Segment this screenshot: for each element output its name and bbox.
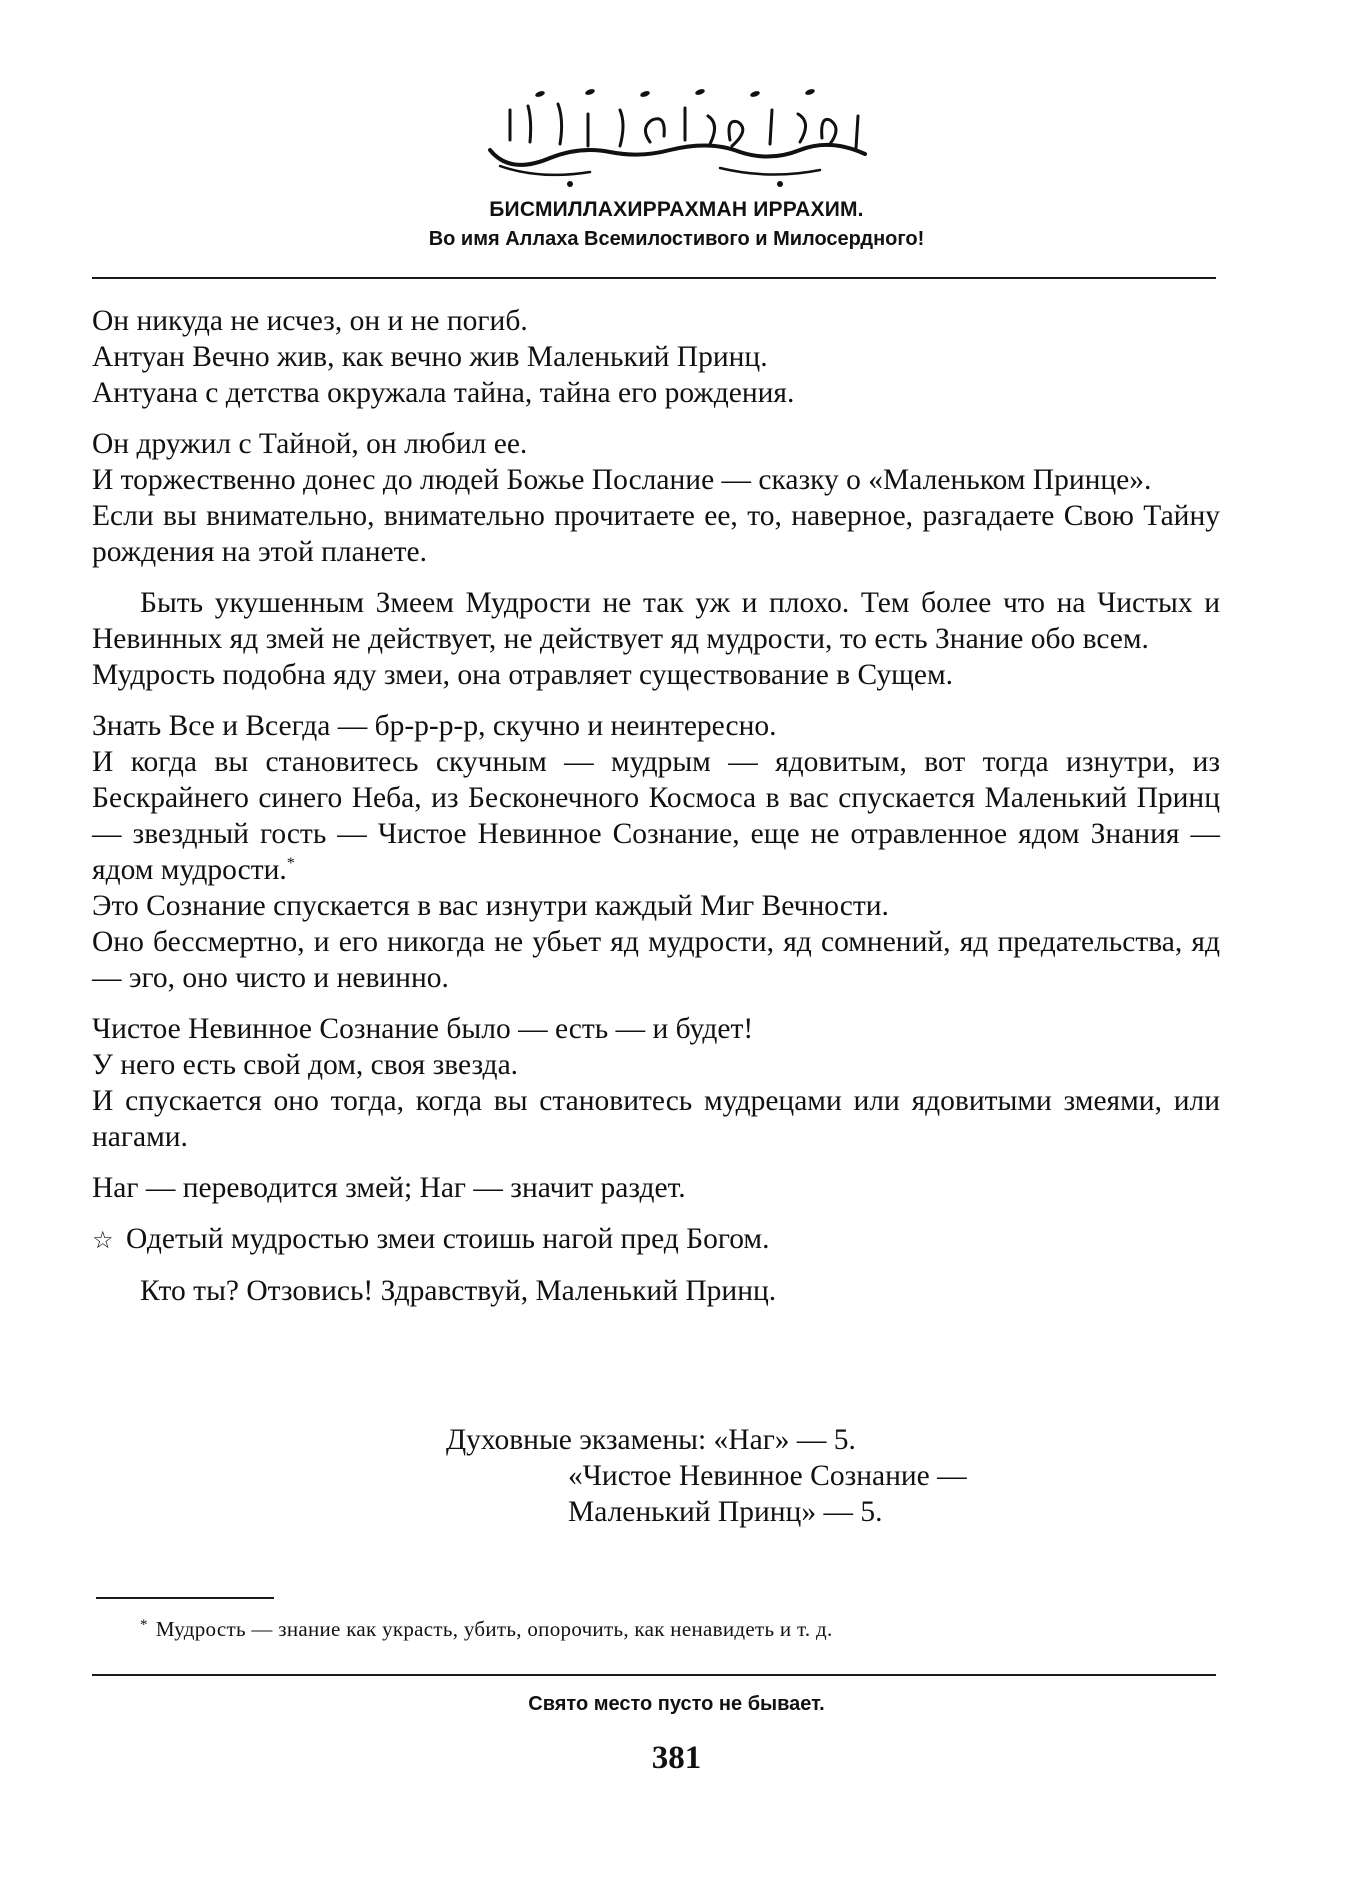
text-line: Антуан Вечно жив, как вечно жив Маленький Принц.: [92, 341, 768, 373]
text-line: Знать Все и Всегда — бр-р-р-р, скучно и неинтересно.: [92, 710, 777, 742]
text-line: Мудрость подобна яду змеи, она отравляет существование в Сущем.: [92, 659, 954, 691]
text-line: Если вы внимательно, внимательно прочитаете ее, то, наверное, разгадаете Свою Тайну рождения на этой планете.: [92, 500, 1220, 568]
exam-line: «Чистое Невинное Сознание —: [568, 1460, 967, 1492]
text-line: Чистое Невинное Сознание было — есть — и будет!: [92, 1013, 754, 1045]
header-divider: [92, 277, 1216, 279]
footnote-reference: *: [286, 855, 295, 873]
paragraph: [92, 426, 1220, 570]
text-line: Быть укушенным Змеем Мудрости не так уж и плохо. Тем более что на Чистых и Невинных яд змей не действует, не действует яд мудрости, то есть Знание обо всем.: [92, 587, 1220, 655]
footnote-divider: [96, 1597, 274, 1599]
header-subtitle: Во имя Аллаха Всемилостивого и Милосердного!: [428, 228, 925, 250]
text-line: Он дружил с Тайной, он любил ее.: [92, 428, 528, 460]
text-line: Кто ты? Отзовись! Здравствуй, Маленький Принц.: [140, 1275, 777, 1307]
footnote-mark: *: [140, 1617, 148, 1633]
exam-line: Маленький Принц» — 5.: [568, 1496, 883, 1528]
footnote-text: Мудрость — знание как украсть, убить, опорочить, как ненавидеть и т. д.: [155, 1617, 833, 1641]
text-line: Это Сознание спускается в вас изнутри каждый Миг Вечности.: [92, 890, 889, 922]
paragraph: [92, 708, 1220, 996]
paragraph: [92, 1011, 1220, 1155]
text-line-content: И когда вы становитесь скучным — мудрым — ядовитым, вот тогда изнутри, из Бескрайнего синего Неба, из Бесконечного Космоса в вас спускается Маленький Принц — звездный гость — Чистое Невинное Сознание, еще не отравленное ядом Знания — ядом мудрости.: [92, 746, 1220, 886]
main-text: [92, 303, 1220, 1324]
spiritual-exams: [446, 1422, 967, 1530]
text-line: И торжественно донес до людей Божье Послание — сказку о «Маленьком Принце».: [92, 464, 1152, 496]
text-line: Он никуда не исчез, он и не погиб.: [92, 305, 528, 337]
text-line: Оно бессмертно, и его никогда не убьет яд мудрости, яд сомнений, яд предательства, яд — эго, оно чисто и невинно.: [92, 926, 1220, 994]
paragraph: [92, 1273, 1220, 1309]
footnote: [140, 1617, 833, 1642]
paragraph: [92, 1221, 1220, 1258]
paragraph: [92, 585, 1220, 693]
star-icon: ☆: [92, 1226, 114, 1254]
page-number: 381: [651, 1740, 702, 1776]
text-line: Антуана с детства окружала тайна, тайна его рождения.: [92, 377, 795, 409]
text-line-content: Одетый мудростью змеи стоишь нагой пред Богом.: [126, 1223, 770, 1255]
text-line: У него есть свой дом, своя звезда.: [92, 1049, 519, 1081]
text-line: [92, 744, 1220, 888]
paragraph: [92, 303, 1220, 411]
header-title: БИСМИЛЛАХИРРАХМАН ИРРАХИМ.: [489, 198, 864, 221]
paragraph: [92, 1170, 1220, 1206]
text-line: И спускается оно тогда, когда вы становитесь мудрецами или ядовитыми змеями, или нагами.: [92, 1085, 1220, 1153]
footer-divider: [92, 1674, 1216, 1676]
bismillah-calligraphy: [470, 80, 890, 190]
text-line: [92, 1221, 1220, 1258]
text-line: Наг — переводится змей; Наг — значит раздет.: [92, 1172, 686, 1204]
exam-line: Духовные экзамены: «Наг» — 5.: [446, 1424, 856, 1456]
footer-motto: Свято место пусто не бывает.: [528, 1693, 825, 1715]
